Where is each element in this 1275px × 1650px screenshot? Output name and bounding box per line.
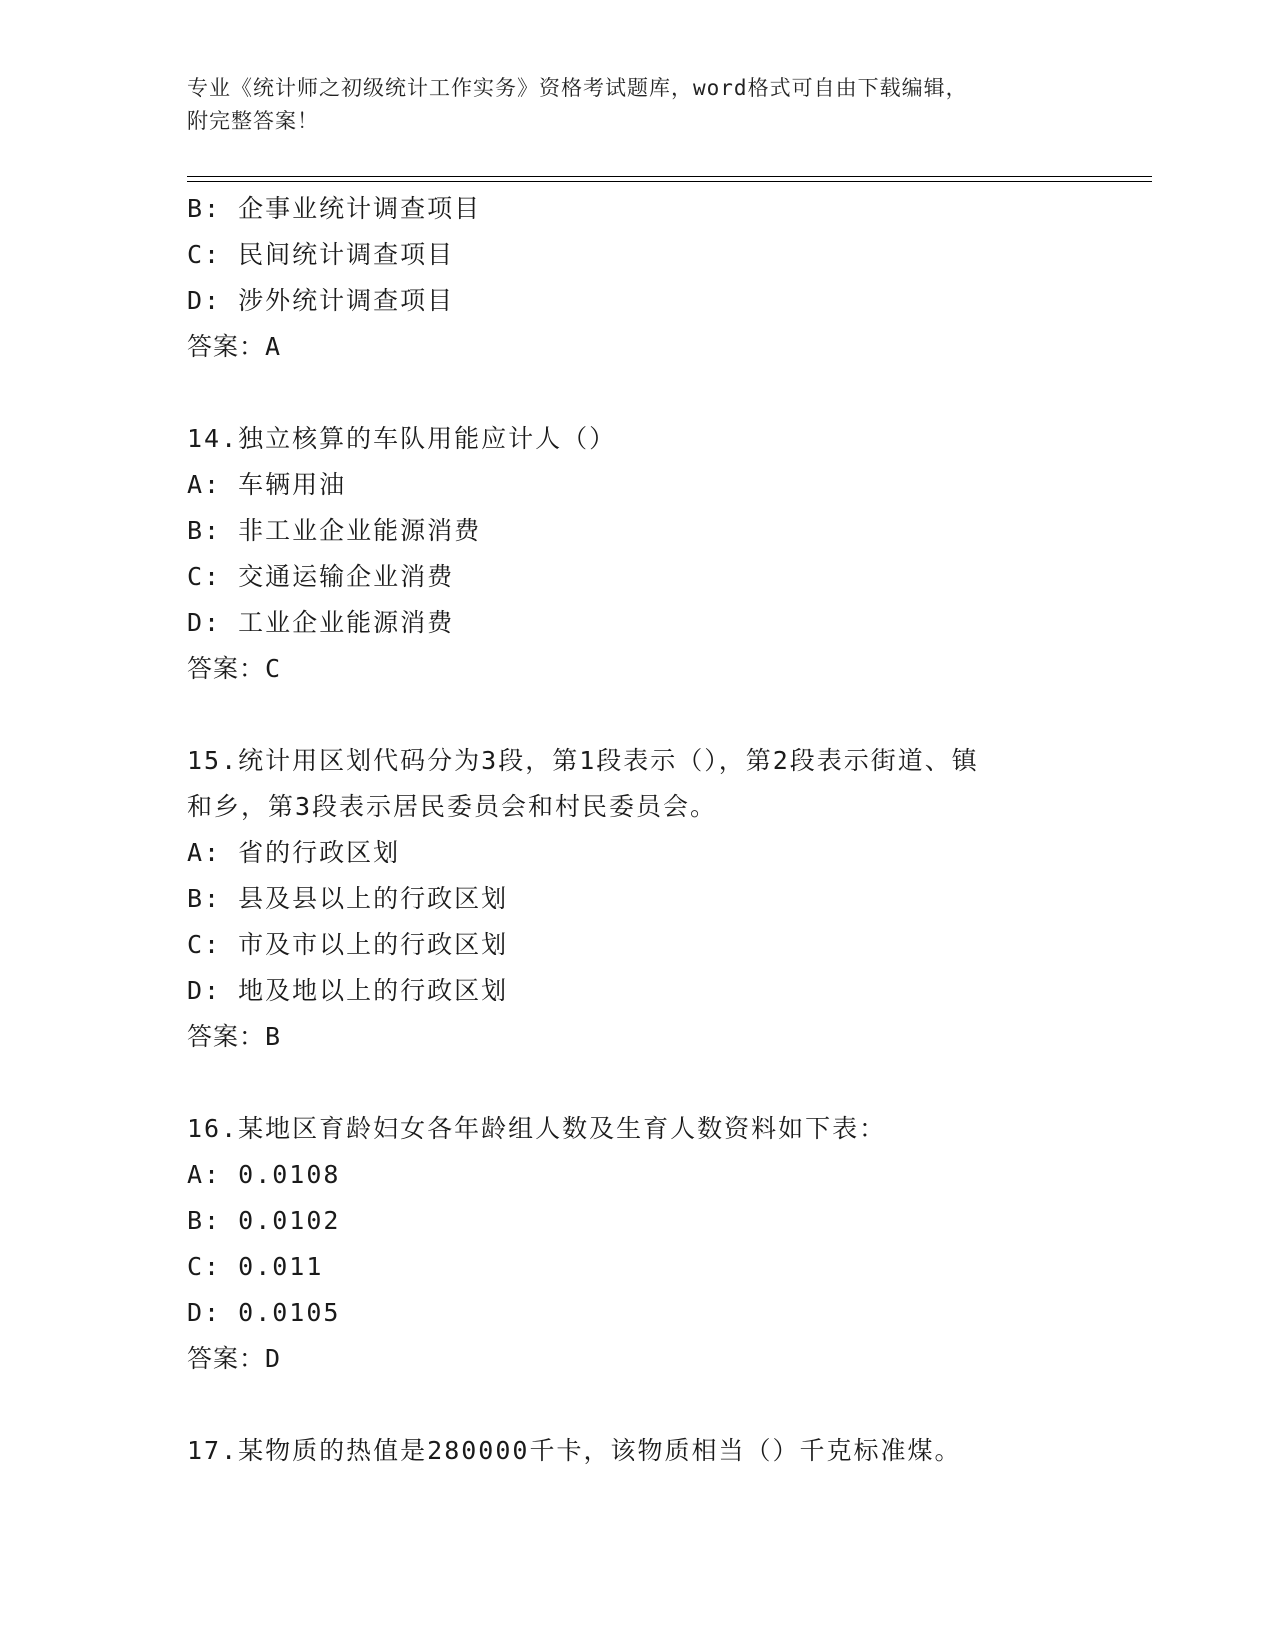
spacer — [187, 370, 1087, 416]
answer-value: C — [265, 654, 282, 683]
option-b: B: 非工业企业能源消费 — [187, 516, 482, 545]
question-16 — [187, 1106, 1087, 1382]
header-rule-bottom — [187, 181, 1152, 182]
option-b: B: 0.0102 — [187, 1206, 341, 1235]
answer-line — [187, 324, 1087, 370]
question-stem-line-2: 和乡，第3段表示居民委员会和村民委员会。 — [187, 792, 718, 821]
spacer — [187, 1060, 1087, 1106]
answer-value: D — [265, 1344, 282, 1373]
question-content — [187, 186, 1087, 1474]
question-14 — [187, 416, 1087, 692]
answer-value: A — [265, 332, 282, 361]
option-a: A: 省的行政区划 — [187, 838, 401, 867]
option-d: D: 地及地以上的行政区划 — [187, 976, 509, 1005]
option-d: D: 工业企业能源消费 — [187, 608, 455, 637]
option-c: C: 民间统计调查项目 — [187, 240, 455, 269]
answer-line — [187, 1336, 1087, 1382]
answer-label: 答案： — [187, 332, 266, 361]
question-17 — [187, 1428, 1087, 1474]
question-stem: 17.某物质的热值是280000千卡，该物质相当（）千克标准煤。 — [187, 1436, 962, 1465]
option-b: B: 企事业统计调查项目 — [187, 194, 482, 223]
question-13-tail — [187, 186, 1087, 370]
option-a: A: 0.0108 — [187, 1160, 341, 1189]
document-header — [187, 72, 1087, 138]
answer-value: B — [265, 1022, 282, 1051]
answer-line — [187, 1014, 1087, 1060]
header-line-1: 专业《统计师之初级统计工作实务》资格考试题库，word格式可自由下载编辑， — [187, 76, 968, 100]
option-c: C: 0.011 — [187, 1252, 324, 1281]
spacer — [187, 692, 1087, 738]
option-b: B: 县及县以上的行政区划 — [187, 884, 509, 913]
header-rule-top — [187, 176, 1152, 177]
option-a: A: 车辆用油 — [187, 470, 347, 499]
option-c: C: 市及市以上的行政区划 — [187, 930, 509, 959]
header-line-2: 附完整答案！ — [187, 109, 319, 133]
answer-label: 答案： — [187, 1022, 266, 1051]
option-c: C: 交通运输企业消费 — [187, 562, 455, 591]
question-stem: 14.独立核算的车队用能应计人（） — [187, 424, 617, 453]
answer-label: 答案： — [187, 654, 266, 683]
option-d: D: 涉外统计调查项目 — [187, 286, 455, 315]
option-d: D: 0.0105 — [187, 1298, 341, 1327]
question-stem: 16.某地区育龄妇女各年龄组人数及生育人数资料如下表： — [187, 1114, 887, 1143]
question-stem-line-1: 15.统计用区划代码分为3段，第1段表示（），第2段表示街道、镇 — [187, 746, 979, 775]
answer-label: 答案： — [187, 1344, 266, 1373]
spacer — [187, 1382, 1087, 1428]
answer-line — [187, 646, 1087, 692]
question-15 — [187, 738, 1087, 1060]
